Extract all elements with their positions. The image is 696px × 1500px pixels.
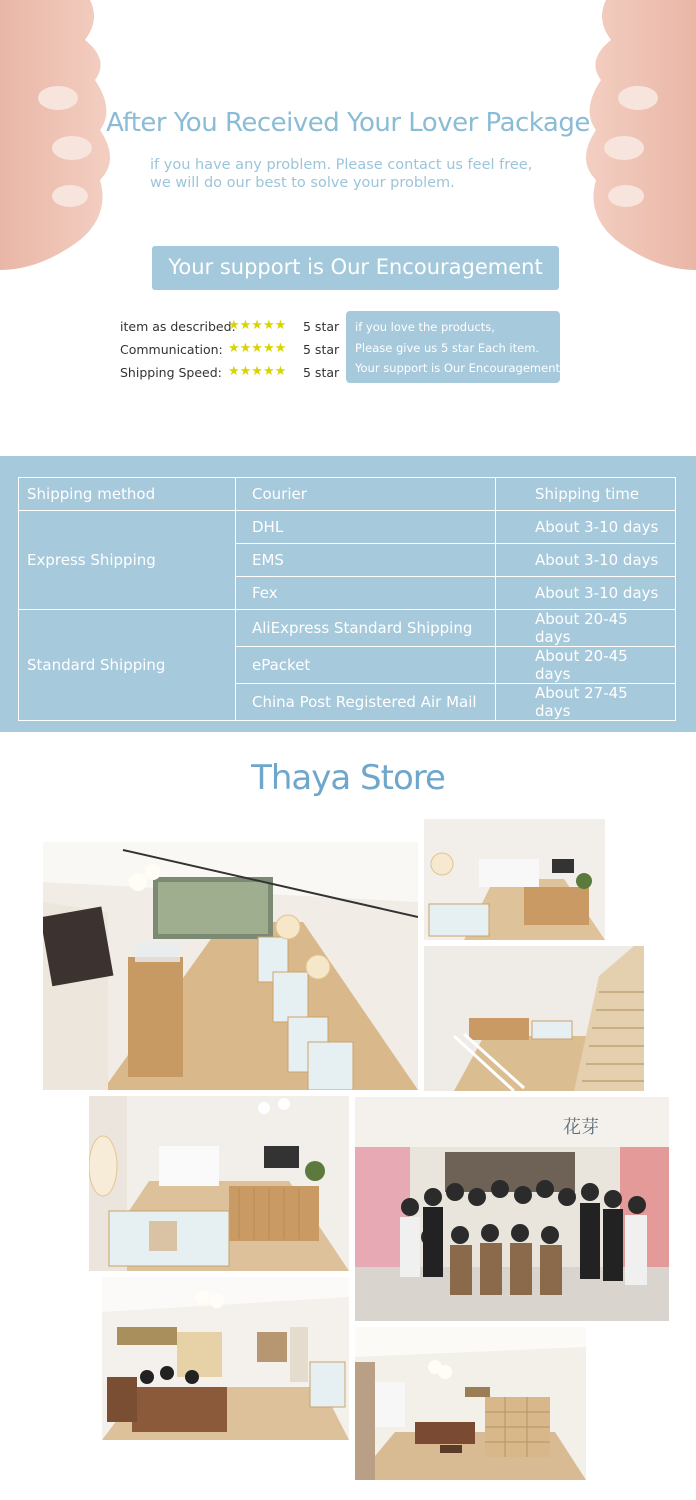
shipping-method-cell: Standard Shipping — [19, 610, 236, 721]
rating-label: item as described: — [120, 319, 236, 334]
rating-row — [120, 365, 340, 385]
rating-score: 5 star — [303, 342, 340, 357]
time-cell: About 3-10 days — [496, 577, 676, 610]
time-cell: About 27-45 days — [496, 684, 676, 721]
rating-label: Communication: — [120, 342, 223, 357]
star-icon: ★★★★★ — [228, 364, 287, 379]
courier-cell: DHL — [236, 511, 496, 544]
rating-score: 5 star — [303, 365, 340, 380]
encouragement-banner: Your support is Our Encouragement — [152, 246, 559, 290]
store-photo-team — [355, 1097, 669, 1321]
note-line-1: if you love the products, — [355, 320, 495, 334]
left-hand-image — [0, 0, 140, 280]
store-sign-text: 花芽 — [563, 1117, 599, 1138]
rating-score: 5 star — [303, 319, 340, 334]
five-star-note — [346, 311, 560, 383]
store-photo-shelves — [355, 1327, 586, 1480]
note-line-3: Your support is Our Encouragement — [355, 361, 561, 375]
store-photo-displays — [89, 1096, 349, 1271]
time-cell: About 3-10 days — [496, 511, 676, 544]
courier-cell: EMS — [236, 544, 496, 577]
column-header: Courier — [236, 478, 496, 511]
store-photo-main — [43, 842, 418, 1090]
table-header-row — [19, 478, 676, 511]
shipping-table — [18, 477, 676, 721]
store-photo-counter — [424, 819, 605, 940]
rating-label: Shipping Speed: — [120, 365, 222, 380]
note-line-2: Please give us 5 star Each item. — [355, 341, 540, 355]
table-row — [19, 511, 676, 544]
table-row — [19, 610, 676, 647]
hero-title: After You Received Your Lover Package — [106, 108, 590, 138]
shipping-method-cell: Express Shipping — [19, 511, 236, 610]
hero-subtitle-line-2: we will do our best to solve your problem. — [150, 175, 455, 191]
column-header: Shipping time — [496, 478, 676, 511]
store-photo-stairs — [424, 946, 644, 1091]
time-cell: About 3-10 days — [496, 544, 676, 577]
star-icon: ★★★★★ — [228, 341, 287, 356]
courier-cell: Fex — [236, 577, 496, 610]
time-cell: About 20-45 days — [496, 647, 676, 684]
hero-subtitle-line-1: if you have any problem. Please contact us feel free, — [150, 157, 533, 173]
rating-row — [120, 342, 340, 362]
courier-cell: ePacket — [236, 647, 496, 684]
time-cell: About 20-45 days — [496, 610, 676, 647]
star-icon: ★★★★★ — [228, 318, 287, 333]
courier-cell: AliExpress Standard Shipping — [236, 610, 496, 647]
rating-row — [120, 319, 340, 339]
store-title: Thaya Store — [251, 758, 445, 798]
courier-cell: China Post Registered Air Mail — [236, 684, 496, 721]
column-header: Shipping method — [19, 478, 236, 511]
right-hand-image — [556, 0, 696, 280]
store-photo-lounge — [102, 1277, 349, 1440]
